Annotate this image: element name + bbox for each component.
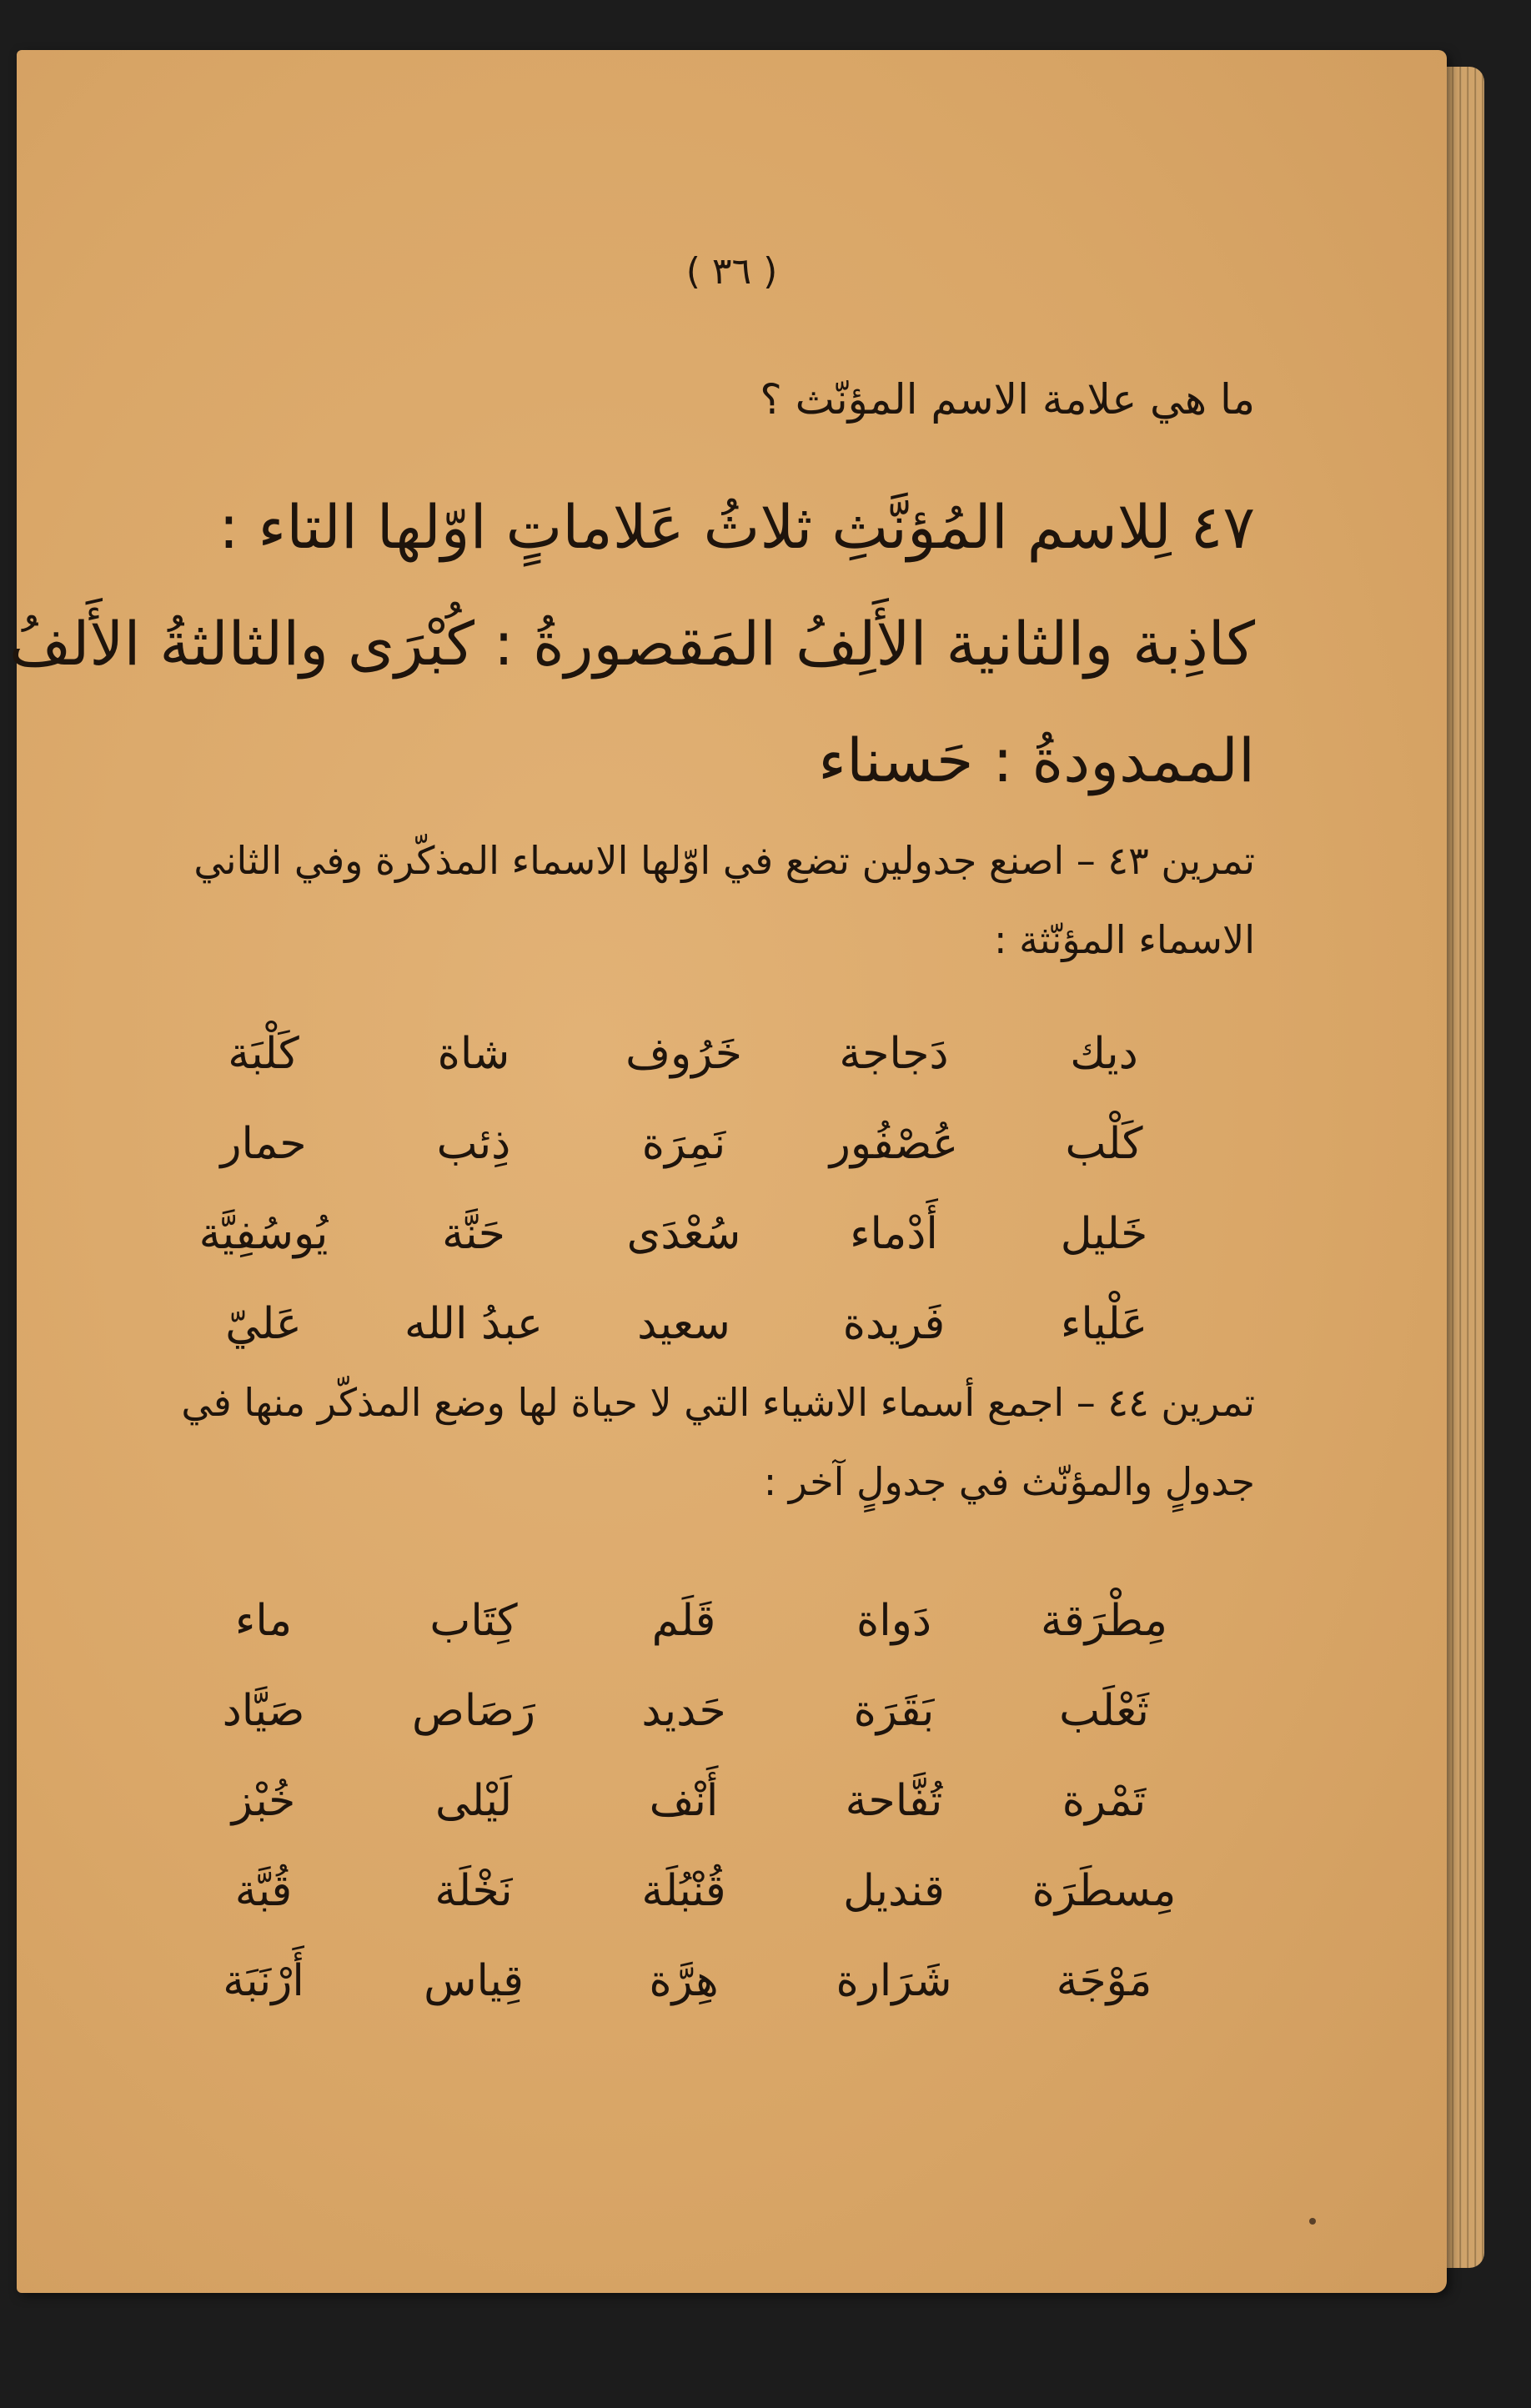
word-cell: قُبَّة [234, 1866, 293, 1916]
word-cell: ذِئب [436, 1119, 511, 1169]
word-cell: رَصَاص [412, 1686, 535, 1736]
word-cell: قنديل [843, 1866, 945, 1916]
word-cell: بَقَرَة [853, 1686, 935, 1736]
word-cell: قُنْبُلَة [641, 1866, 726, 1916]
book-page [8, 50, 1447, 2293]
word-cell: صَيَّاد [222, 1686, 305, 1736]
exercise-43-instruction-line-2: الاسماء المؤنّثة : [993, 917, 1255, 962]
word-cell: حمار [220, 1119, 307, 1169]
word-cell: هِرَّة [649, 1956, 719, 2006]
word-cell: دَواة [856, 1596, 931, 1646]
word-cell: فَريدة [842, 1299, 946, 1349]
word-cell: حَنَّة [442, 1209, 505, 1259]
word-cell: أَرْنَبَة [223, 1956, 304, 2006]
word-cell: مَوْجَة [1056, 1956, 1152, 2006]
word-cell: شَرَارة [836, 1956, 952, 2006]
word-cell: سعيد [637, 1299, 730, 1349]
word-cell: خَرُوف [625, 1029, 742, 1079]
word-cell: نَمِرَة [641, 1119, 726, 1169]
exercise-43-word-grid [158, 1009, 1209, 1369]
page-number: ( ٣٦ ) [685, 250, 778, 293]
exercise-44-instruction-line-2: جدولٍ والمؤنّث في جدولٍ آخر : [763, 1459, 1255, 1504]
word-cell: أَنْف [649, 1776, 719, 1826]
word-cell: دَجاجة [839, 1029, 949, 1079]
word-cell: خَليل [1060, 1209, 1148, 1259]
word-cell: تَمْرة [1062, 1776, 1147, 1826]
word-cell: لَيْلى [434, 1776, 513, 1826]
word-cell: مِطْرَقة [1041, 1596, 1167, 1646]
word-cell: عَليّ [225, 1299, 302, 1349]
word-cell: كَلْبَة [228, 1029, 299, 1079]
rule-47-line-2: كاذِبة والثانية الأَلِفُ المَقصورةُ : كُبْرَى والثالثةُ الأَلفُ [8, 609, 1255, 679]
word-cell: تُفَّاحة [845, 1776, 943, 1826]
word-cell: ديك [1070, 1029, 1138, 1079]
word-cell: سُعْدَى [626, 1209, 741, 1259]
rule-47-line-3: الممدودةُ : حَسناء [818, 725, 1255, 795]
word-cell: يُوسُفِيَّة [198, 1209, 329, 1259]
word-cell: حَديد [641, 1686, 726, 1736]
rule-47-line-1: ٤٧ لِلاسم المُؤنَّثِ ثلاثُ عَلاماتٍ اوّلها التاء : [218, 492, 1255, 562]
paper-speck [1309, 2218, 1316, 2225]
word-cell: خُبْز [231, 1776, 296, 1826]
exercise-44-word-grid [158, 1576, 1209, 2026]
word-cell: قِياس [424, 1956, 524, 2006]
word-cell: كِتَاب [429, 1596, 518, 1646]
word-cell: شاة [437, 1029, 510, 1079]
word-cell: أَدْماء [850, 1209, 938, 1259]
word-cell: عُصْفُور [829, 1119, 959, 1169]
word-cell: مِسطَرَة [1032, 1866, 1177, 1916]
exercise-43-instruction-line-1: تمرين ٤٣ – اصنع جدولين تضع في اوّلها الاسماء المذكّرة وفي الثاني [193, 838, 1255, 883]
section-question: ما هي علامة الاسم المؤنّث ؟ [760, 375, 1255, 424]
word-cell: ثَعْلَب [1059, 1686, 1149, 1736]
word-cell: ماء [234, 1596, 293, 1646]
exercise-44-instruction-line-1: تمرين ٤٤ – اجمع أسماء الاشياء التي لا حياة لها وضع المذكّر منها في [181, 1380, 1255, 1425]
word-cell: نَخْلَة [434, 1866, 513, 1916]
word-cell: كَلْب [1065, 1119, 1143, 1169]
word-cell: عَلْياء [1060, 1299, 1148, 1349]
word-cell: عبدُ الله [404, 1299, 543, 1349]
word-cell: قَلَم [651, 1596, 716, 1646]
